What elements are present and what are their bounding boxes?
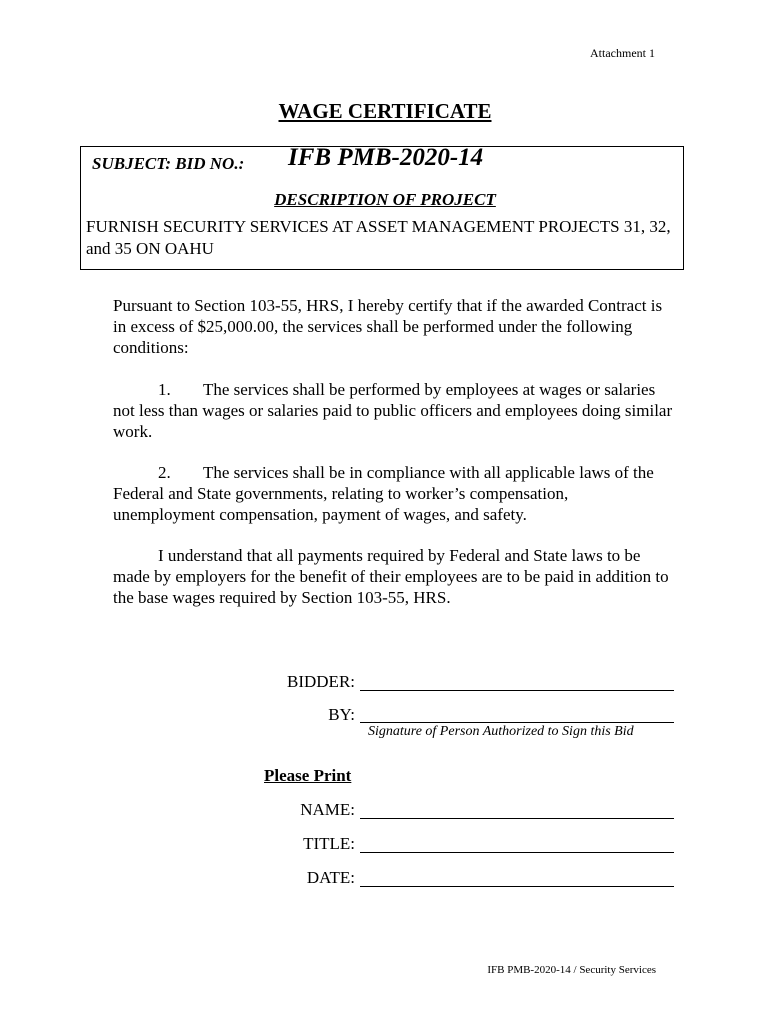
bid-number: IFB PMB-2020-14 — [288, 144, 484, 171]
please-print-heading: Please Print — [264, 766, 352, 785]
attachment-label: Attachment 1 — [590, 46, 655, 60]
intro-paragraph: Pursuant to Section 103-55, HRS, I hereby certify that if the awarded Contract is in excess of $25,000.00, the services shall be performed under the following conditions: — [113, 296, 663, 357]
title-label: TITLE: — [303, 834, 355, 853]
condition-1-text: The services shall be performed by employees at wages or salaries not less than wages or salaries paid to public officers and employees doing similar work. — [113, 380, 673, 441]
bidder-label: BIDDER: — [287, 672, 355, 691]
by-label: BY: — [328, 705, 355, 724]
signature-caption: Signature of Person Authorized to Sign this Bid — [368, 724, 634, 739]
condition-item-2 — [113, 462, 673, 525]
condition-2-text: The services shall be in compliance with all applicable laws of the Federal and State governments, relating to worker’s compensation, unemployment compensation, payment of wages, and safety. — [113, 463, 654, 524]
document-title: WAGE CERTIFICATE — [278, 99, 492, 123]
description-heading: DESCRIPTION OF PROJECT — [274, 190, 496, 209]
condition-item-1 — [113, 379, 673, 442]
date-field[interactable] — [360, 886, 674, 887]
condition-1-number: 1. — [158, 380, 171, 399]
signature-field[interactable] — [360, 722, 674, 723]
date-label: DATE: — [306, 868, 355, 887]
subject-label: SUBJECT: BID NO.: — [92, 154, 245, 173]
closing-paragraph: I understand that all payments required by Federal and State laws to be made by employers for the benefit of their employees are to be paid in addition to the base wages required by Section 103-55, HRS. — [113, 546, 669, 607]
name-field[interactable] — [360, 818, 674, 819]
title-field[interactable] — [360, 852, 674, 853]
bidder-field[interactable] — [360, 690, 674, 691]
project-description: FURNISH SECURITY SERVICES AT ASSET MANAGEMENT PROJECTS 31, 32, and 35 ON OAHU — [86, 217, 671, 258]
condition-2-number: 2. — [158, 463, 171, 482]
name-label: NAME: — [300, 800, 355, 819]
page-footer: IFB PMB-2020-14 / Security Services — [487, 964, 656, 976]
